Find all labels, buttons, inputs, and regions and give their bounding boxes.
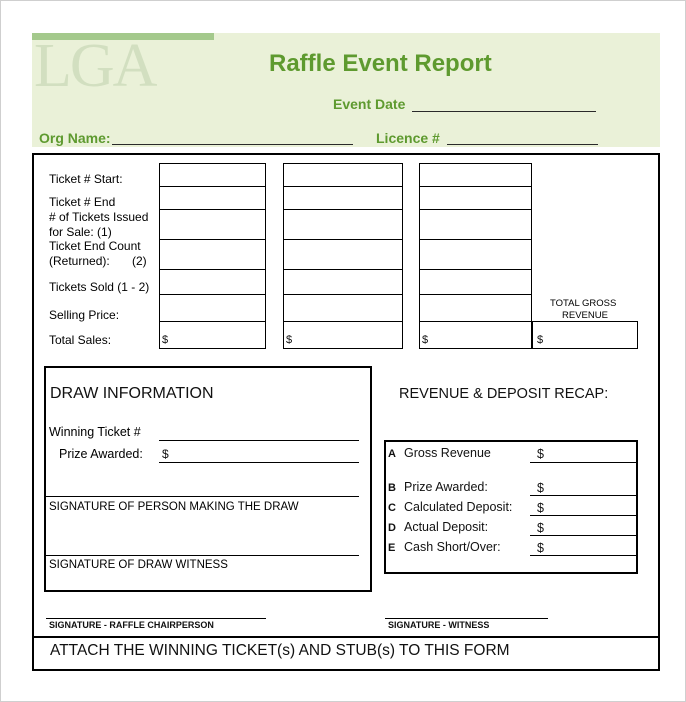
- licence-label: Licence #: [376, 130, 440, 146]
- event-date-label: Event Date: [333, 96, 406, 112]
- recap-value-short-over[interactable]: $: [537, 541, 544, 555]
- row-line: [159, 294, 266, 295]
- lga-logo: [32, 33, 214, 93]
- row-line: [419, 321, 532, 322]
- sig-person-label: SIGNATURE OF PERSON MAKING THE DRAW: [49, 501, 299, 513]
- row-line: [283, 209, 403, 210]
- witness-signature-line[interactable]: [46, 555, 359, 556]
- total-gross-dollar: $: [537, 334, 544, 346]
- row-line: [419, 239, 532, 240]
- row-line: [419, 186, 532, 187]
- label-selling-price: Selling Price:: [49, 308, 120, 322]
- total-gross-label: TOTAL GROSS: [550, 298, 617, 309]
- logo-text: LGA: [34, 33, 156, 93]
- label-ticket-end: Ticket # End: [49, 195, 116, 209]
- label-returned: (Returned):: [49, 254, 110, 268]
- recap-label-calculated: Calculated Deposit:: [404, 500, 513, 514]
- row-line: [283, 239, 403, 240]
- recap-value-actual[interactable]: $: [537, 521, 544, 535]
- recap-letter-a: A: [388, 448, 396, 460]
- draw-information-heading: DRAW INFORMATION: [50, 385, 214, 402]
- recap-label-actual: Actual Deposit:: [404, 520, 489, 534]
- recap-letter-d: D: [388, 522, 396, 534]
- label-end-count: Ticket End Count: [49, 239, 141, 253]
- row-line: [283, 269, 403, 270]
- label-total-sales: Total Sales:: [49, 333, 112, 347]
- row-line: [419, 269, 532, 270]
- recap-line: [530, 535, 638, 536]
- total-sales-1-dollar: $: [162, 334, 169, 346]
- licence-field[interactable]: [447, 144, 598, 145]
- org-name-field[interactable]: [112, 144, 353, 145]
- row-line: [159, 186, 266, 187]
- recap-letter-c: C: [388, 502, 396, 514]
- label-for-sale: for Sale: (1): [49, 225, 112, 239]
- row-line: [419, 209, 532, 210]
- page-title: Raffle Event Report: [269, 50, 492, 77]
- chairperson-signature-label: SIGNATURE - RAFFLE CHAIRPERSON: [49, 620, 214, 630]
- footer-divider: [32, 636, 658, 638]
- footer-instruction: ATTACH THE WINNING TICKET(s) AND STUB(s) TO THIS FORM: [50, 642, 510, 659]
- winning-ticket-label: Winning Ticket #: [49, 425, 141, 439]
- row-line: [283, 186, 403, 187]
- recap-line: [530, 495, 638, 496]
- recap-label-prize: Prize Awarded:: [404, 480, 488, 494]
- recap-letter-e: E: [388, 542, 396, 554]
- recap-line: [530, 515, 638, 516]
- row-line: [159, 239, 266, 240]
- row-line: [159, 209, 266, 210]
- label-ticket-start: Ticket # Start:: [49, 172, 123, 186]
- recap-label-gross: Gross Revenue: [404, 446, 491, 460]
- recap-label-short-over: Cash Short/Over:: [404, 540, 501, 554]
- recap-value-prize[interactable]: $: [537, 481, 544, 495]
- recap-letter-b: B: [388, 482, 396, 494]
- row-line: [419, 294, 532, 295]
- winning-ticket-field[interactable]: [159, 440, 359, 441]
- row-line: [159, 269, 266, 270]
- row-line: [283, 321, 403, 322]
- prize-awarded-label: Prize Awarded:: [59, 447, 143, 461]
- recap-line: [530, 462, 638, 463]
- row-line: [159, 321, 266, 322]
- prize-awarded-dollar: $: [162, 447, 169, 461]
- total-gross-revenue-field[interactable]: [532, 321, 638, 349]
- prize-awarded-field[interactable]: [159, 462, 359, 463]
- form-header: [32, 33, 660, 147]
- org-name-label: Org Name:: [39, 130, 111, 146]
- draw-signature-line[interactable]: [46, 496, 359, 497]
- recap-line: [530, 555, 638, 556]
- witness-bottom-signature-label: SIGNATURE - WITNESS: [388, 620, 490, 630]
- event-date-field[interactable]: [412, 111, 596, 112]
- total-sales-2-dollar: $: [286, 334, 293, 346]
- label-returned-num: (2): [132, 254, 147, 268]
- row-line: [283, 294, 403, 295]
- recap-heading: REVENUE & DEPOSIT RECAP:: [399, 386, 609, 402]
- revenue-label: REVENUE: [562, 310, 608, 321]
- recap-value-gross[interactable]: $: [537, 447, 544, 461]
- sig-witness-label: SIGNATURE OF DRAW WITNESS: [49, 559, 228, 571]
- chairperson-signature-line[interactable]: [46, 618, 266, 619]
- total-sales-3-dollar: $: [422, 334, 429, 346]
- label-tickets-issued: # of Tickets Issued: [49, 210, 149, 224]
- witness-bottom-signature-line[interactable]: [385, 618, 548, 619]
- recap-value-calculated[interactable]: $: [537, 501, 544, 515]
- label-tickets-sold: Tickets Sold (1 - 2): [49, 280, 150, 294]
